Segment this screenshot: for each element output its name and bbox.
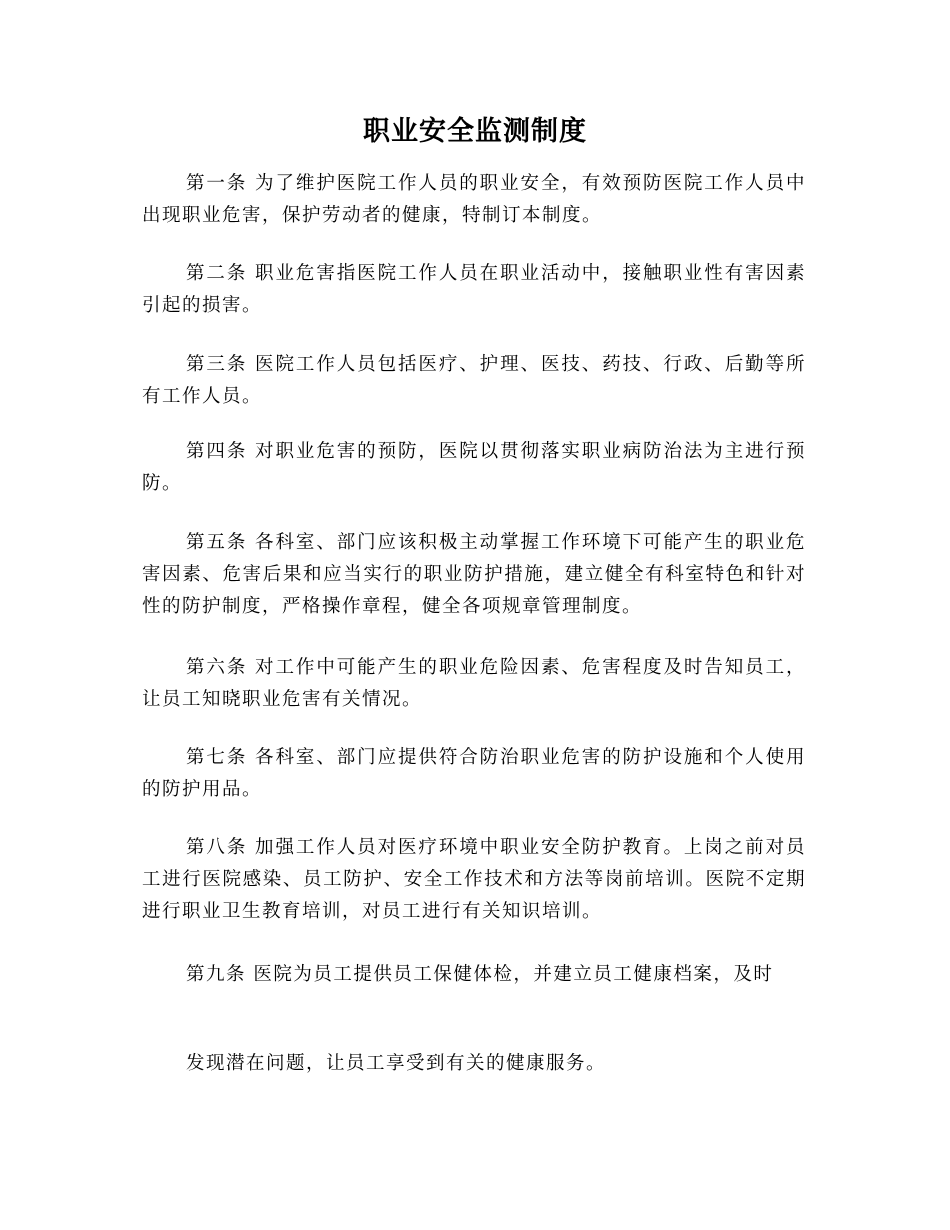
article-5-paragraph: 第五条 各科室、部门应该积极主动掌握工作环境下可能产生的职业危害因素、危害后果和应当实行的职业防护措施，建立健全有科室特色和针对性的防护制度，严格操作章程，健全各项规章管理制度。 bbox=[142, 532, 806, 617]
article-9-paragraph: 第九条 医院为员工提供员工保健体检，并建立员工健康档案，及时 bbox=[186, 964, 774, 985]
article-3-paragraph: 第三条 医院工作人员包括医疗、护理、医技、药技、行政、后勤等所有工作人员。 bbox=[142, 354, 806, 407]
article-8-paragraph: 第八条 加强工作人员对医疗环境中职业安全防护教育。上岗之前对员工进行医院感染、员工防护、安全工作技术和方法等岗前培训。医院不定期进行职业卫生教育培训，对员工进行有关知识培训。 bbox=[142, 837, 806, 922]
article-9-continuation-paragraph: 发现潜在问题，让员工享受到有关的健康服务。 bbox=[186, 1053, 607, 1074]
article-6-paragraph: 第六条 对工作中可能产生的职业危险因素、危害程度及时告知员工，让员工知晓职业危害有关情况。 bbox=[142, 657, 806, 710]
article-1-paragraph: 第一条 为了维护医院工作人员的职业安全，有效预防医院工作人员中出现职业危害，保护劳动者的健康，特制订本制度。 bbox=[142, 173, 806, 226]
article-7-paragraph: 第七条 各科室、部门应提供符合防治职业危害的防护设施和个人使用的防护用品。 bbox=[142, 747, 806, 800]
article-2-paragraph: 第二条 职业危害指医院工作人员在职业活动中，接触职业性有害因素引起的损害。 bbox=[142, 263, 806, 316]
document-title: 职业安全监测制度 bbox=[363, 116, 587, 147]
article-4-paragraph: 第四条 对职业危害的预防，医院以贯彻落实职业病防治法为主进行预防。 bbox=[142, 441, 806, 494]
